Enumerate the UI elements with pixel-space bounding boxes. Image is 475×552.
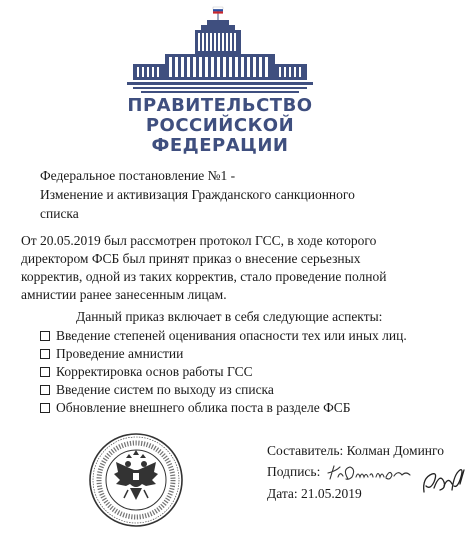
signature-scribble-icon xyxy=(418,466,468,498)
organization-name xyxy=(100,96,340,156)
aspect-checkbox[interactable] xyxy=(40,367,50,377)
aspect-checkbox[interactable] xyxy=(40,403,50,413)
aspect-checkbox[interactable] xyxy=(40,349,50,359)
aspect-label: Корректировка основ работы ГСС xyxy=(56,364,253,379)
body-line-2: директором ФСБ был принят приказ о внесение серьезных xyxy=(21,251,361,266)
org-line-3: ФЕДЕРАЦИИ xyxy=(151,135,289,156)
aspect-item xyxy=(40,327,460,345)
body-line-4: амнистии ранее занесенным лицам. xyxy=(21,287,227,302)
body-line-3: корректив, одной из таких корректив, стало проведение полной xyxy=(21,269,387,284)
handwritten-signature-icon xyxy=(324,463,424,483)
official-seal-icon xyxy=(88,432,184,528)
aspect-label: Введение степеней оценивания опасности тех или иных лиц. xyxy=(56,328,407,343)
document-date: Дата: 21.05.2019 xyxy=(267,485,362,501)
document-body xyxy=(21,232,451,304)
aspect-checkbox[interactable] xyxy=(40,385,50,395)
title-line-1: Федеральное постановление №1 - xyxy=(40,168,236,183)
government-building-logo xyxy=(125,4,315,96)
aspect-item xyxy=(40,363,460,381)
aspect-item xyxy=(40,345,460,363)
body-line-1: От 20.05.2019 был рассмотрен протокол ГСС, в ходе которого xyxy=(21,233,377,248)
org-line-1: ПРАВИТЕЛЬСТВО xyxy=(127,95,313,116)
aspects-section xyxy=(40,308,460,417)
aspect-item xyxy=(40,381,460,399)
aspect-item xyxy=(40,399,460,417)
title-line-2: Изменение и активизация Гражданского санкционного xyxy=(40,187,355,202)
aspects-heading: Данный приказ включает в себя следующие аспекты: xyxy=(76,309,383,324)
aspect-label: Проведение амнистии xyxy=(56,346,184,361)
aspect-label: Введение систем по выходу из списка xyxy=(56,382,274,397)
aspect-checkbox[interactable] xyxy=(40,331,50,341)
author: Составитель: Колман Доминго xyxy=(267,443,444,458)
aspect-label: Обновление внешнего облика поста в разделе ФСБ xyxy=(56,400,351,415)
org-line-2: РОССИЙСКОЙ xyxy=(145,115,295,136)
signature-label: Подпись: xyxy=(267,464,321,479)
title-line-3: списка xyxy=(40,206,79,221)
document-title xyxy=(40,166,440,223)
